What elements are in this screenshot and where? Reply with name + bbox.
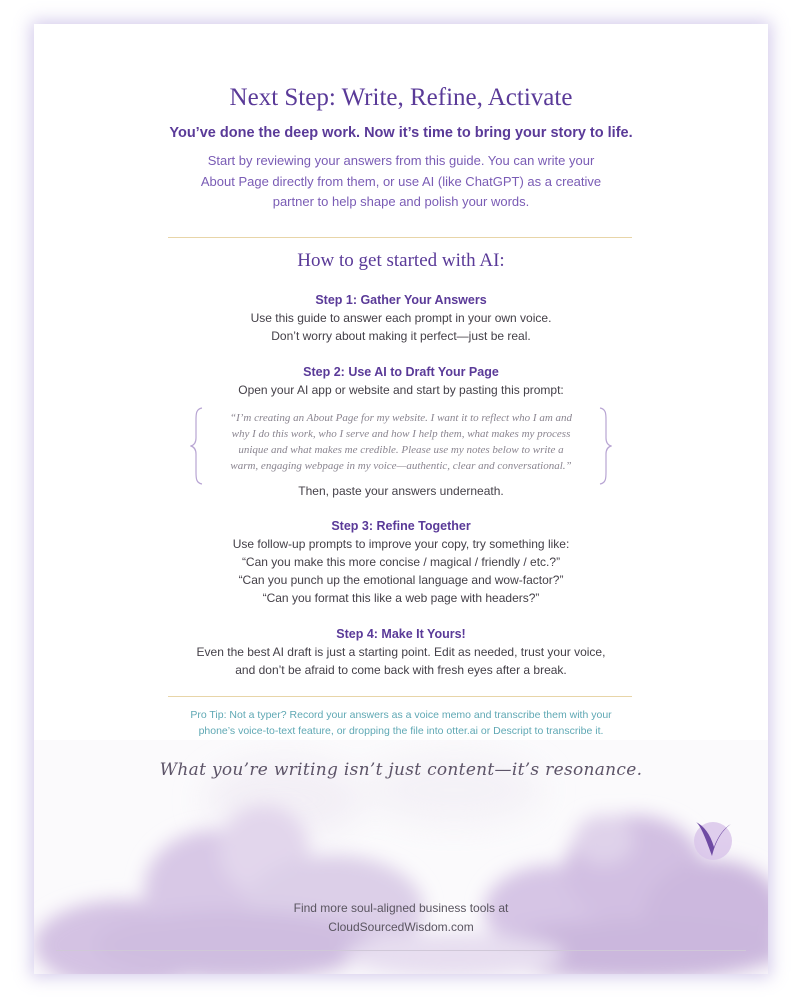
intro-line: Start by reviewing your answers from this guide. You can write your [207, 153, 595, 168]
step-line: “Can you make this more concise / magical / friendly / etc.?” [241, 555, 561, 569]
section-divider [168, 237, 632, 238]
step-title: Step 1: Gather Your Answers [315, 293, 487, 307]
section-heading: How to get started with AI: [297, 250, 505, 271]
quote-line: unique and what makes me credible. Please use my notes below to write a [238, 444, 564, 456]
v-logo-icon [690, 816, 736, 862]
step-title: Step 3: Refine Together [331, 519, 471, 533]
step-line: and don’t be afraid to come back with fresh eyes after a break. [235, 663, 567, 677]
step-3 [34, 517, 768, 607]
pro-tip [144, 707, 658, 739]
step-4 [34, 625, 768, 679]
quote-line: “I’m creating an About Page for my website. I want it to reflect who I am and [229, 412, 573, 424]
ai-prompt-text [210, 410, 592, 474]
curly-brace-right-icon [596, 406, 612, 486]
pro-tip-line: phone’s voice-to-text feature, or dropping the file into otter.ai or Descript to transcribe it. [198, 725, 604, 737]
document-page [34, 24, 768, 974]
website-link[interactable]: CloudSourcedWisdom.com [328, 920, 474, 934]
step-line: Don’t worry about making it perfect—just be real. [271, 329, 531, 343]
footer-text: Find more soul-aligned business tools at [293, 901, 509, 915]
step-1 [34, 291, 768, 345]
footer [34, 899, 768, 937]
step-2-after [34, 482, 768, 500]
intro-paragraph [154, 151, 648, 213]
step-title: Step 2: Use AI to Draft Your Page [303, 365, 499, 379]
page-title: Next Step: Write, Refine, Activate [229, 84, 573, 111]
step-line: Use this guide to answer each prompt in your own voice. [250, 311, 552, 325]
section-divider [168, 696, 632, 697]
intro-line: partner to help shape and polish your words. [272, 194, 530, 209]
page-subtitle: You’ve done the deep work. Now it’s time to bring your story to life. [169, 125, 633, 141]
quote-line: why I do this work, who I serve and how I help them, what makes my process [231, 428, 571, 440]
step-line: “Can you punch up the emotional language and wow-factor?” [238, 573, 564, 587]
curly-brace-left-icon [190, 406, 206, 486]
ai-prompt-quote [192, 406, 610, 486]
step-line: “Can you format this like a web page with headers?” [262, 591, 540, 605]
step-title: Step 4: Make It Yours! [336, 627, 466, 641]
step-line: Even the best AI draft is just a starting point. Edit as needed, trust your voice, [196, 645, 606, 659]
step-line: Use follow-up prompts to improve your copy, try something like: [232, 537, 570, 551]
closing-tagline: What you’re writing isn’t just content—it’s resonance. [159, 760, 643, 780]
pro-tip-line: Pro Tip: Not a typer? Record your answers as a voice memo and transcribe them with your [190, 709, 612, 721]
intro-line: About Page directly from them, or use AI (like ChatGPT) as a creative [200, 173, 602, 189]
quote-line: warm, engaging webpage in my voice—authentic, clear and conversational.” [230, 460, 572, 472]
step-line: Then, paste your answers underneath. [298, 484, 504, 498]
step-2 [34, 363, 768, 399]
footer-rule [56, 950, 746, 951]
step-line: Open your AI app or website and start by pasting this prompt: [238, 383, 564, 397]
